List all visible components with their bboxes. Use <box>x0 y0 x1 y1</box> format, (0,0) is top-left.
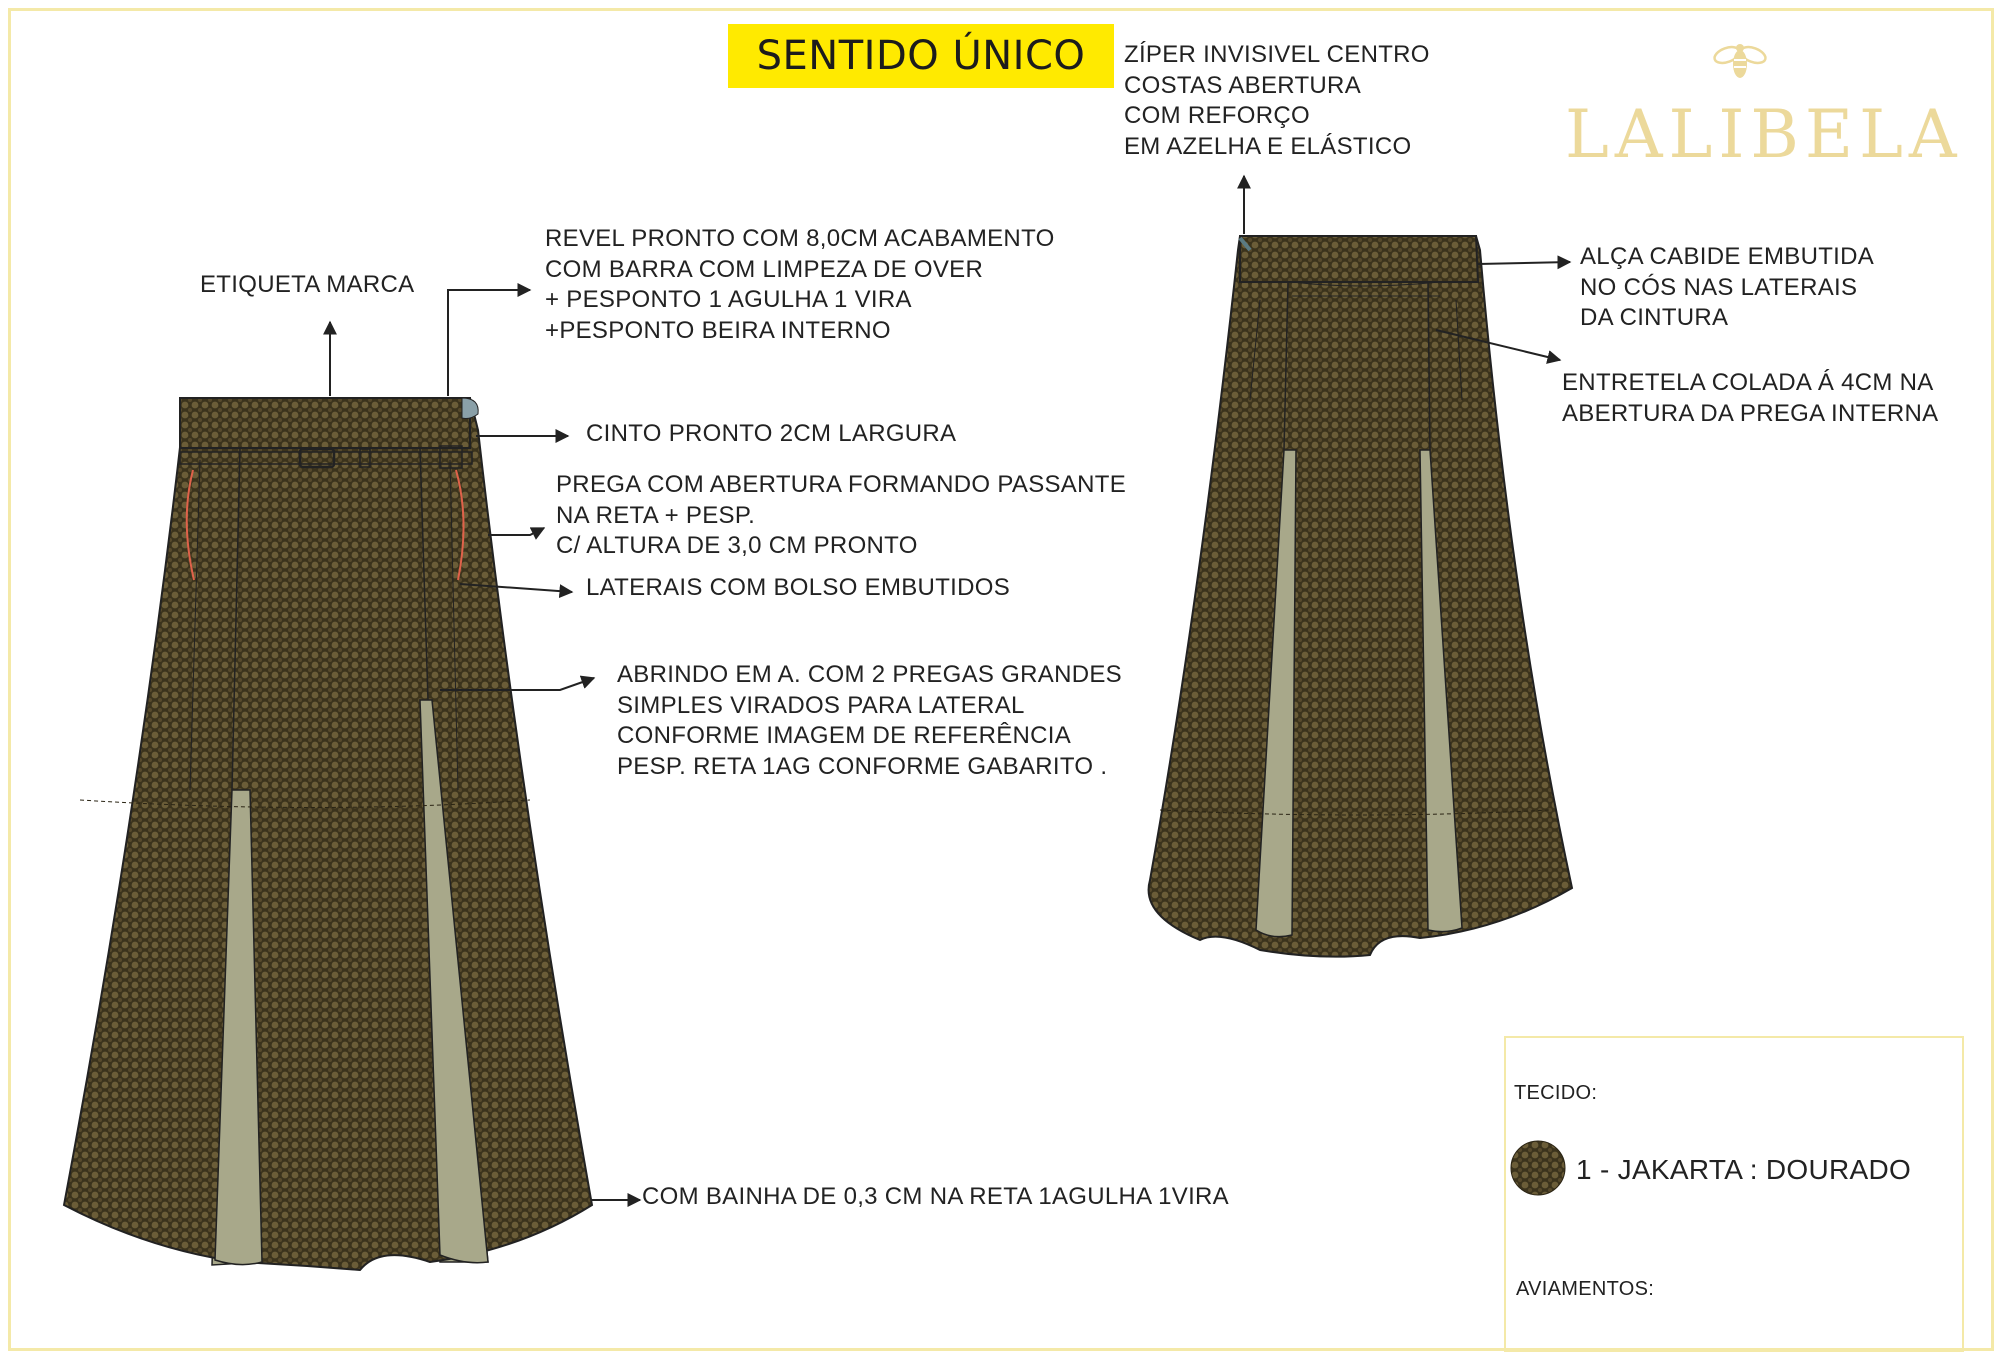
front-skirt <box>64 398 592 1270</box>
back-skirt <box>1149 236 1572 957</box>
aviamentos-label: AVIAMENTOS: <box>1516 1278 1655 1300</box>
note-abrindo: ABRINDO EM A. COM 2 PREGAS GRANDES SIMPLES VIRADOS PARA LATERAL CONFORME IMAGEM DE REFERÊNCIA PESP. RETA 1AG CONFORME GABARITO . <box>617 661 1122 780</box>
note-laterais: LATERAIS COM BOLSO EMBUTIDOS <box>586 574 1011 601</box>
page-title: SENTIDO ÚNICO <box>756 33 1086 79</box>
note-revel: REVEL PRONTO COM 8,0CM ACABAMENTO COM BARRA COM LIMPEZA DE OVER + PESPONTO 1 AGULHA 1 VIRA +PESPONTO BEIRA INTERNO <box>545 225 1055 344</box>
note-ziper: ZÍPER INVISIVEL CENTRO COSTAS ABERTURA COM REFORÇO EM AZELHA E ELÁSTICO <box>1124 41 1430 160</box>
note-cinto: CINTO PRONTO 2CM LARGURA <box>586 420 957 447</box>
fabric-name: 1 - JAKARTA : DOURADO <box>1576 1154 1912 1185</box>
note-entretela: ENTRETELA COLADA Á 4CM NA ABERTURA DA PREGA INTERNA <box>1562 369 1939 427</box>
note-prega: PREGA COM ABERTURA FORMANDO PASSANTE NA RETA + PESP. C/ ALTURA DE 3,0 CM PRONTO <box>556 471 1127 559</box>
note-alca: ALÇA CABIDE EMBUTIDA NO CÓS NAS LATERAIS DA CINTURA <box>1580 243 1875 331</box>
note-etiqueta-marca: ETIQUETA MARCA <box>200 271 415 298</box>
tecido-label: TECIDO: <box>1514 1082 1598 1104</box>
note-bainha: COM BAINHA DE 0,3 CM NA RETA 1AGULHA 1VIRA <box>642 1183 1229 1210</box>
brand-logo: LALIBELA <box>1565 96 1963 173</box>
